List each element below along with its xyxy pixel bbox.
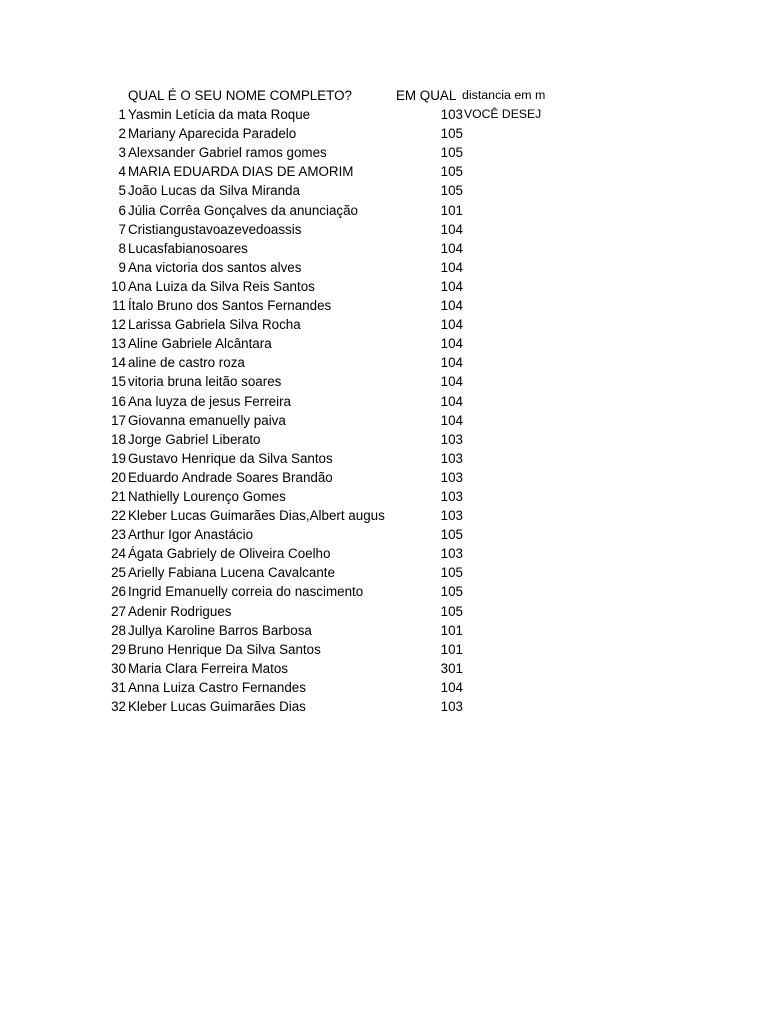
room-cell: 104 — [440, 374, 463, 390]
full-name-cell: Mariany Aparecida Paradelo — [128, 126, 297, 142]
full-name-cell: Jorge Gabriel Liberato — [128, 431, 261, 447]
row-number: 14 — [111, 355, 126, 371]
room-cell: 301 — [440, 660, 463, 676]
row-number: 6 — [118, 202, 126, 218]
full-name-cell: Lucasfabianosoares — [128, 240, 248, 256]
full-name-cell: Adenir Rodrigues — [128, 603, 232, 619]
row-number: 1 — [118, 107, 126, 123]
room-cell: 101 — [440, 202, 463, 218]
full-name-cell: Ana victoria dos santos alves — [128, 259, 302, 275]
row-number: 21 — [111, 488, 126, 504]
table-row — [0, 506, 768, 525]
table-row — [0, 372, 768, 391]
room-cell: 105 — [440, 145, 463, 161]
row-number: 3 — [118, 145, 126, 161]
table-row — [0, 468, 768, 487]
row-number: 29 — [111, 641, 126, 657]
row-number: 22 — [111, 508, 126, 524]
room-cell: 101 — [440, 641, 463, 657]
row-number: 8 — [118, 240, 126, 256]
row-number: 23 — [111, 527, 126, 543]
table-row — [0, 258, 768, 277]
table-row — [0, 602, 768, 621]
room-cell: 105 — [440, 527, 463, 543]
full-name-cell: MARIA EDUARDA DIAS DE AMORIM — [128, 164, 354, 180]
table-row — [0, 105, 768, 124]
table-row — [0, 296, 768, 315]
table-row — [0, 162, 768, 181]
table-row — [0, 678, 768, 697]
full-name-cell: Eduardo Andrade Soares Brandão — [128, 469, 333, 485]
room-cell: 103 — [440, 508, 463, 524]
table-row — [0, 659, 768, 678]
room-cell: 105 — [440, 565, 463, 581]
full-name-cell: Anna Luiza Castro Fernandes — [128, 679, 306, 695]
room-cell: 104 — [440, 317, 463, 333]
row-number: 32 — [111, 699, 126, 714]
room-cell: 103 — [440, 450, 463, 466]
full-name-cell: Cristiangustavoazevedoassis — [128, 221, 302, 237]
row-number: 9 — [118, 259, 126, 275]
row-number: 10 — [111, 278, 126, 294]
table-row — [0, 697, 768, 716]
room-cell: 101 — [440, 622, 463, 638]
table-row — [0, 544, 768, 563]
table-row — [0, 124, 768, 143]
full-name-cell: Alexsander Gabriel ramos gomes — [128, 145, 327, 161]
row-number: 11 — [112, 298, 126, 314]
table-row — [0, 181, 768, 200]
full-name-cell: Júlia Corrêa Gonçalves da anunciação — [128, 202, 359, 218]
table-row — [0, 563, 768, 582]
room-cell: 104 — [440, 298, 463, 314]
row-number: 25 — [111, 565, 126, 581]
row-number: 7 — [118, 221, 126, 237]
table-row — [0, 353, 768, 372]
row-number: 18 — [111, 431, 126, 447]
table-row — [0, 239, 768, 258]
full-name-cell: Jullya Karoline Barros Barbosa — [128, 622, 312, 638]
table-row — [0, 143, 768, 162]
row-number: 2 — [118, 126, 126, 142]
row-number: 19 — [111, 450, 126, 466]
table-row — [0, 449, 768, 468]
table-row — [0, 640, 768, 659]
row-number: 20 — [111, 469, 126, 485]
row-number: 17 — [111, 412, 126, 428]
room-cell: 104 — [440, 355, 463, 371]
header-distance-column: distancia em m — [462, 88, 546, 102]
full-name-cell: vitoria bruna leitão soares — [128, 374, 282, 390]
row-number: 4 — [118, 164, 126, 180]
spreadsheet-page — [0, 86, 768, 716]
full-name-cell: Aline Gabriele Alcântara — [128, 336, 272, 352]
room-cell: 103 — [440, 107, 463, 123]
table-row — [0, 487, 768, 506]
room-cell: 103 — [440, 469, 463, 485]
full-name-cell: Ágata Gabriely de Oliveira Coelho — [128, 546, 331, 562]
table-row — [0, 525, 768, 544]
table-row — [0, 334, 768, 353]
full-name-cell: Ana luyza de jesus Ferreira — [128, 393, 291, 409]
row-number: 26 — [111, 584, 126, 600]
room-cell: 105 — [440, 126, 463, 142]
room-cell: 104 — [440, 393, 463, 409]
full-name-cell: Arielly Fabiana Lucena Cavalcante — [128, 565, 335, 581]
row-number: 28 — [111, 622, 126, 638]
full-name-cell: Maria Clara Ferreira Matos — [128, 660, 288, 676]
room-cell: 105 — [440, 183, 463, 199]
room-cell: 104 — [440, 259, 463, 275]
room-cell: 103 — [440, 431, 463, 447]
row-number: 15 — [111, 374, 126, 390]
table-row — [0, 621, 768, 640]
row-number: 12 — [111, 317, 126, 333]
room-cell: 105 — [440, 164, 463, 180]
full-name-cell: Giovanna emanuelly paiva — [128, 412, 286, 428]
table-row — [0, 582, 768, 601]
row-number: 30 — [111, 660, 126, 676]
full-name-cell: Kleber Lucas Guimarães Dias — [128, 699, 306, 714]
row-number: 27 — [111, 603, 126, 619]
room-cell: 103 — [440, 699, 463, 714]
full-name-cell: Ingrid Emanuelly correia do nascimento — [128, 584, 364, 600]
table-row — [0, 430, 768, 449]
header-room-column: EM QUAL — [396, 88, 457, 103]
row-number: 31 — [111, 679, 126, 695]
room-cell: 104 — [440, 412, 463, 428]
table-row — [0, 411, 768, 430]
room-cell: 104 — [440, 278, 463, 294]
full-name-cell: Gustavo Henrique da Silva Santos — [128, 450, 333, 466]
extra-cell: VOCÊ DESEJ — [464, 107, 542, 122]
full-name-cell: João Lucas da Silva Miranda — [128, 183, 300, 199]
row-number: 16 — [111, 393, 126, 409]
header-name-column: QUAL É O SEU NOME COMPLETO? — [128, 88, 352, 103]
room-cell: 105 — [440, 584, 463, 600]
table-row — [0, 201, 768, 220]
full-name-cell: Nathielly Lourenço Gomes — [128, 488, 286, 504]
table-row — [0, 392, 768, 411]
data-rows — [0, 105, 768, 716]
full-name-cell: Larissa Gabriela Silva Rocha — [128, 317, 301, 333]
table-row — [0, 220, 768, 239]
room-cell: 104 — [440, 336, 463, 352]
full-name-cell: Bruno Henrique Da Silva Santos — [128, 641, 321, 657]
room-cell: 104 — [440, 240, 463, 256]
room-cell: 103 — [440, 546, 463, 562]
room-cell: 103 — [440, 488, 463, 504]
full-name-cell: Ítalo Bruno dos Santos Fernandes — [128, 298, 332, 314]
row-number: 13 — [111, 336, 126, 352]
row-number: 24 — [111, 546, 126, 562]
row-number: 5 — [118, 183, 126, 199]
room-cell: 105 — [440, 603, 463, 619]
table-row — [0, 277, 768, 296]
table-row — [0, 315, 768, 334]
full-name-cell: Arthur Igor Anastácio — [128, 527, 254, 543]
header-row — [0, 86, 768, 105]
room-cell: 104 — [440, 679, 463, 695]
full-name-cell: Kleber Lucas Guimarães Dias,Albert augus — [128, 508, 385, 524]
full-name-cell: Ana Luiza da Silva Reis Santos — [128, 278, 315, 294]
room-cell: 104 — [440, 221, 463, 237]
full-name-cell: Yasmin Letícia da mata Roque — [128, 107, 311, 123]
full-name-cell: aline de castro roza — [128, 355, 245, 371]
